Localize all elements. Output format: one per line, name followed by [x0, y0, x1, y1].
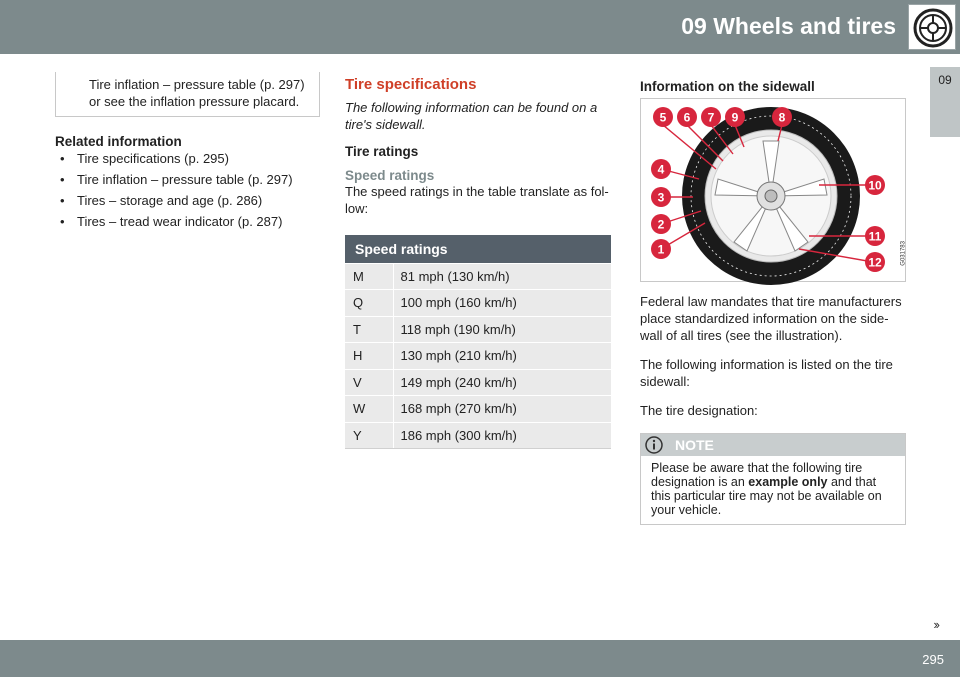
callout-label: 5: [659, 110, 667, 125]
callout-label: 11: [868, 229, 882, 244]
speed-value: 168 mph (270 km/h): [393, 396, 611, 423]
chapter-tab[interactable]: [930, 67, 960, 137]
callout-label: 2: [657, 217, 665, 232]
tire-sidewall-illustration: [640, 98, 906, 282]
table-row: [345, 396, 611, 423]
speed-code: Q: [345, 290, 393, 317]
note-text: and that this particular tire may not be available on your vehicle.: [651, 475, 882, 517]
section-title-sidewall: Information on the sidewall: [640, 79, 815, 94]
chapter-title: 09 Wheels and tires: [681, 13, 896, 39]
note-body: [641, 456, 905, 524]
right-column: [640, 79, 906, 525]
speed-code: V: [345, 369, 393, 396]
speed-value: 118 mph (190 km/h): [393, 316, 611, 343]
callout-label: 3: [657, 190, 665, 205]
callout-label: 1: [657, 242, 665, 257]
sidewall-paragraph-3: The tire designation:: [640, 403, 758, 418]
speed-code: W: [345, 396, 393, 423]
tire-icon: [908, 4, 956, 50]
table-row: [345, 343, 611, 370]
speed-value: 81 mph (130 km/h): [393, 263, 611, 290]
callout-label: 4: [657, 162, 665, 177]
table-row: [345, 316, 611, 343]
related-link[interactable]: • Tire specifications (p. 295): [55, 151, 320, 166]
speed-code: H: [345, 343, 393, 370]
note-text: Please be aware that the following tire designation is an: [651, 461, 863, 489]
subsection-speed-ratings: Speed ratings: [345, 168, 435, 183]
table-row: [345, 263, 611, 290]
page-number: 295: [922, 652, 944, 667]
speed-code: T: [345, 316, 393, 343]
sidewall-paragraph-1: Federal law mandates that tire manufacturers place standardized information on the side-wall of all tires (see the illustration).: [640, 294, 902, 343]
callout-label: 6: [683, 110, 691, 125]
callout-label: 10: [868, 178, 882, 193]
speed-value: 186 mph (300 km/h): [393, 422, 611, 449]
callout-label: 12: [868, 255, 882, 270]
speed-ratings-description: The speed ratings in the table translate as fol-low:: [345, 184, 609, 216]
table-row: [345, 422, 611, 449]
speed-value: 149 mph (240 km/h): [393, 369, 611, 396]
speed-value: 100 mph (160 km/h): [393, 290, 611, 317]
tire-diagram: [641, 99, 907, 283]
related-link[interactable]: • Tire inflation – pressure table (p. 297): [55, 172, 320, 187]
note-emphasis: example only: [748, 475, 828, 489]
next-page-arrows-icon[interactable]: ››: [933, 617, 938, 632]
sidewall-paragraph-2: The following information is listed on the tire sidewall:: [640, 357, 893, 389]
related-information-title: Related information: [55, 134, 182, 149]
left-column: [55, 72, 320, 235]
callout-label: 7: [707, 110, 715, 125]
related-link[interactable]: • Tires – tread wear indicator (p. 287): [55, 214, 320, 229]
speed-code: M: [345, 263, 393, 290]
subsection-tire-ratings: Tire ratings: [345, 144, 419, 159]
note-label: NOTE: [675, 437, 714, 453]
speed-code: Y: [345, 422, 393, 449]
table-row: [345, 369, 611, 396]
note-box: [640, 433, 906, 525]
callout-label: 9: [731, 110, 739, 125]
chapter-tab-label: 09: [938, 73, 952, 87]
table-header: Speed ratings: [345, 235, 611, 263]
note-header: [641, 434, 905, 456]
info-icon: [645, 436, 663, 454]
page-footer: [0, 640, 960, 677]
callout-label: 8: [778, 110, 786, 125]
section-title-tire-specifications: Tire specifications: [345, 76, 477, 93]
table-row: [345, 290, 611, 317]
page-header: [0, 0, 960, 54]
middle-column: [345, 76, 611, 449]
illustration-id: G031783: [901, 241, 907, 266]
related-links-list: [55, 151, 320, 229]
speed-ratings-table: [345, 235, 611, 449]
related-link[interactable]: • Tires – storage and age (p. 286): [55, 193, 320, 208]
table-continuation: Tire inflation – pressure table (p. 297) or see the inflation pressure placard.: [55, 72, 320, 117]
section-intro: The following information can be found on a tire's sidewall.: [345, 100, 598, 132]
speed-value: 130 mph (210 km/h): [393, 343, 611, 370]
